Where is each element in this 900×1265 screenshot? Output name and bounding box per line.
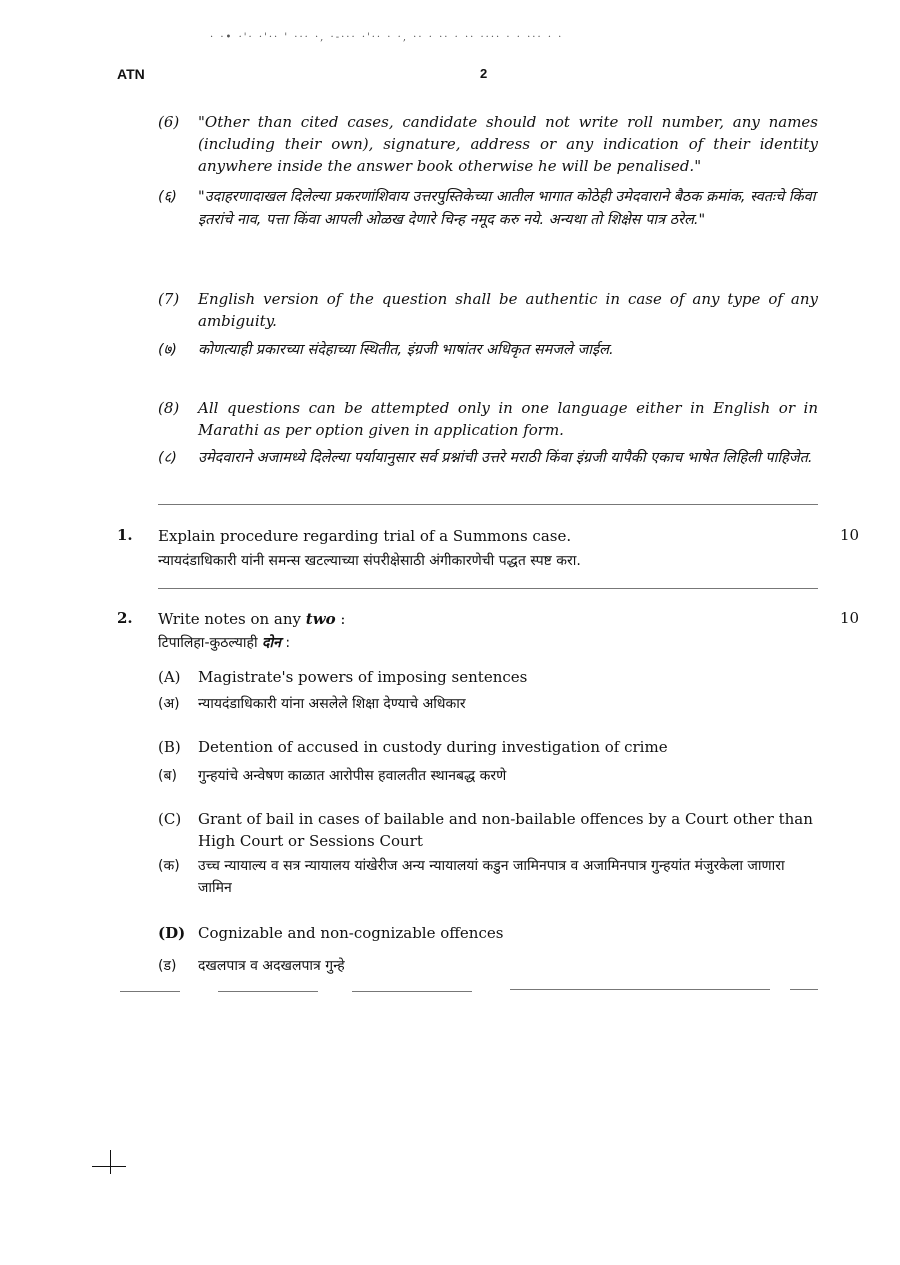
option-b-mr [158,765,823,787]
divider [158,588,818,589]
option-d-mr [158,955,823,977]
instruction-text: उमेदवाराने अजामध्ये दिलेल्या पर्यायानुसार सर्व प्रश्नांची उत्तरे मराठी किंवा इंग्रजी यापैकी एकाच भाषेत लिहिली पाहिजेत. [198,450,813,466]
instruction-8-en [158,397,820,441]
scan-noise-top: · ·• ·'· ·'·· ' ··· ·, ·-··· ·'·· · ·, ·· · ·· · ·· ···· · · ··· · · [210,32,564,43]
instruction-number: (८) [158,450,177,466]
question-number: 1. [117,526,133,544]
option-c-en [158,808,823,852]
option-label: (अ) [158,696,180,712]
option-text: Grant of bail in cases of bailable and non-bailable offences by a Court other than High Court or Sessions Court [198,810,813,850]
question-text-prefix: Write notes on any [158,610,306,628]
divider [120,991,180,992]
question-text-en: Explain procedure regarding trial of a Summons case. [158,527,572,545]
option-text: Magistrate's powers of imposing sentences [198,668,528,686]
instruction-8-mr [158,447,820,470]
instruction-number: (6) [158,113,180,131]
option-text: गुन्हयांचे अन्वेषण काळात आरोपीस हवालतीत स्थानबद्ध करणे [198,768,507,784]
instruction-number: (8) [158,399,180,417]
question-text-prefix: टिपालिहा-कुठल्याही [158,635,263,651]
question-text-emphasis: दोन [262,635,281,651]
option-label: (C) [158,810,182,828]
option-text: उच्च न्यायाल्य व सत्र न्यायालय यांखेरीज अन्य न्यायालयां कडुन जामिनपात्र व अजामिनपात्र गुन्हयांत मंजुरकेला जाणारा जामिन [198,858,785,896]
instruction-7-en [158,288,820,332]
question-text-mr: न्यायदंडाधिकारी यांनी समन्स खटल्याच्या संपरीक्षेसाठी अंगीकारणेची पद्धत स्पष्ट करा. [158,553,581,569]
option-label: (A) [158,668,181,686]
option-c-mr [158,855,823,899]
instruction-number: (७) [158,342,177,358]
crop-mark [92,1166,126,1167]
question-text-en [158,608,818,630]
option-text: दखलपात्र व अदखलपात्र गुन्हे [198,958,345,974]
option-b-en [158,736,823,758]
instruction-text: English version of the question shall be authentic in case of any type of any ambiguity. [198,290,818,330]
divider [158,504,818,505]
option-text: Detention of accused in custody during investigation of crime [198,738,668,756]
option-label: (B) [158,738,181,756]
crop-mark [110,1150,111,1174]
question-number: 2. [117,609,133,627]
question-text-suffix: : [335,610,346,628]
question-marks: 10 [840,526,860,544]
divider [352,991,472,992]
instruction-text: All questions can be attempted only in one language either in English or in Marathi as per option given in application form. [198,399,818,439]
option-label: (D) [158,924,186,942]
option-text: Cognizable and non-cognizable offences [198,924,504,942]
question-text-suffix: : [280,635,291,651]
question-2-text [158,608,818,654]
instruction-text: कोणत्याही प्रकारच्या संदेहाच्या स्थितीत, इंग्रजी भाषांतर अधिकृत समजले जाईल. [198,342,614,358]
divider [218,991,318,992]
option-label: (ड) [158,958,177,974]
question-text-emphasis: two [305,610,336,628]
instruction-7-mr [158,339,820,362]
divider [790,989,818,990]
question-marks: 10 [840,609,860,627]
divider [510,989,770,990]
instruction-text: "Other than cited cases, candidate should not write roll number, any names (including their own), signature, address or any indication of their identity anywhere inside the answer book otherwise he will be penalised." [198,113,818,175]
option-d-en [158,922,823,944]
instruction-6-mr [158,186,820,232]
option-a-en [158,666,823,688]
option-label: (क) [158,858,180,874]
instruction-text: "उदाहरणादाखल दिलेल्या प्रकरणांशिवाय उत्तरपुस्तिकेच्या आतील भागात कोठेही उमेदवाराने बैठक क्रमांक, स्वतःचे किंवा इतरांचे नाव, पत्ता किंवा आपली ओळख देणारे चिन्ह नमूद करु नये. अन्यथा तो शिक्षेस पात्र ठरेल." [198,189,816,228]
instruction-6-en [158,111,820,177]
question-1-text [158,525,818,572]
instruction-number: (7) [158,290,180,308]
option-text: न्यायदंडाधिकारी यांना असलेले शिक्षा देण्याचे अधिकार [198,696,466,712]
option-a-mr [158,693,823,715]
instruction-number: (६) [158,189,177,205]
option-label: (ब) [158,768,177,784]
question-text-mr [158,632,818,654]
paper-code: ATN [117,66,145,82]
page-number: 2 [480,66,488,81]
